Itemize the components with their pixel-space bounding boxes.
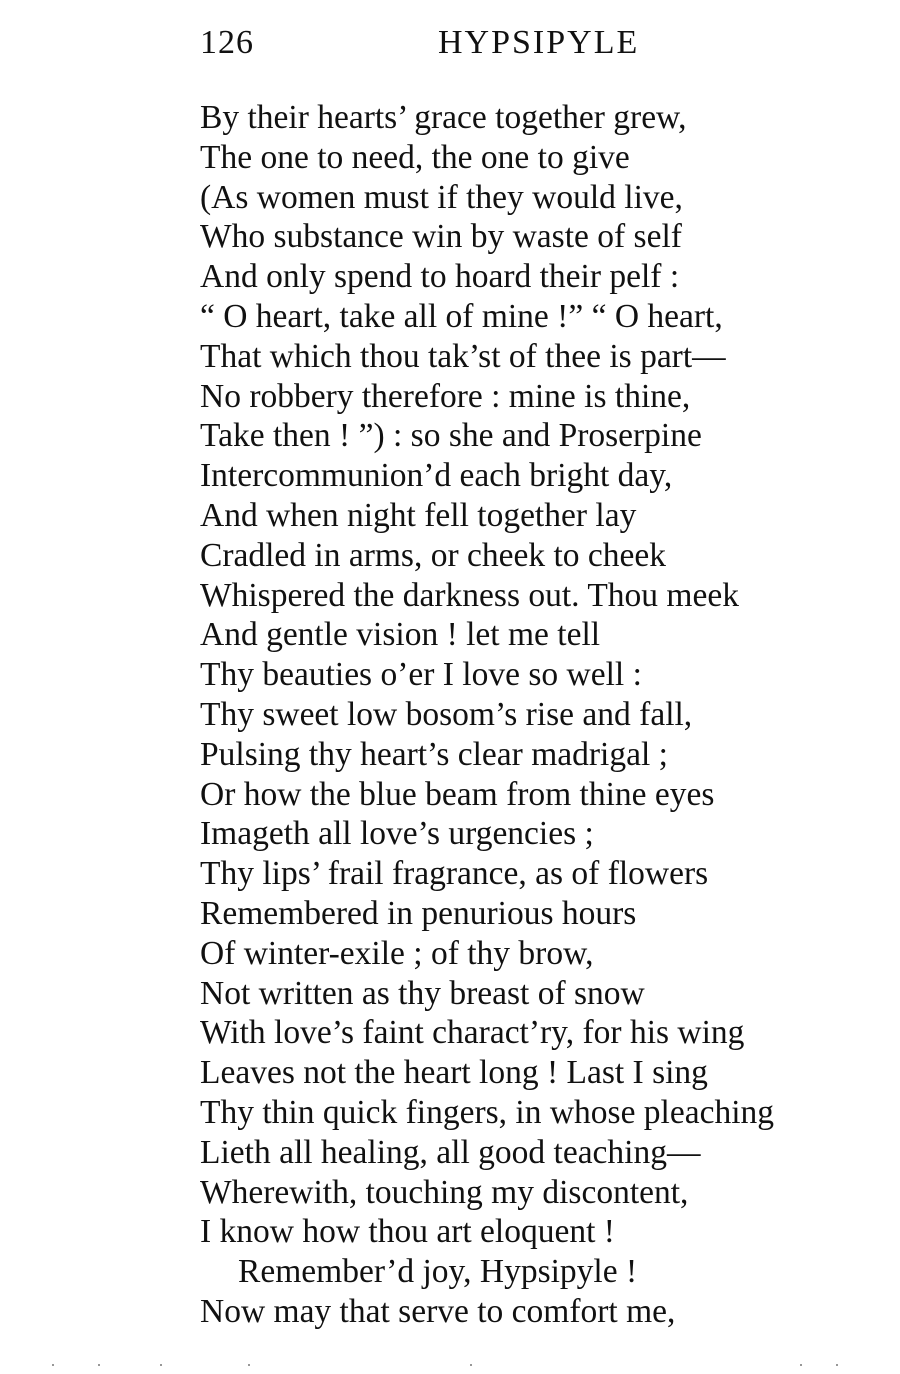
poem-line: Thy thin quick fingers, in whose pleaching (200, 1093, 775, 1131)
poem-line: Leaves not the heart long ! Last I sing (200, 1054, 708, 1092)
scan-speck (160, 1364, 162, 1366)
poem-line: That which thou tak’st of thee is part— (200, 337, 726, 375)
poem-line-indented: Remember’d joy, Hypsipyle ! (238, 1253, 638, 1291)
poem-line: Thy sweet low bosom’s rise and fall, (200, 695, 693, 733)
poem-line: Imageth all love’s urgencies ; (200, 815, 594, 853)
poem-line: The one to need, the one to give (200, 138, 630, 176)
page-number: 126 (200, 24, 254, 61)
poem-line: (As women must if they would live, (200, 178, 683, 216)
poem-line: And when night fell together lay (200, 496, 637, 534)
poem-line: By their hearts’ grace together grew, (200, 99, 687, 136)
running-title: HYPSIPYLE (438, 24, 640, 61)
poem-line: Thy lips’ frail fragrance, as of flowers (200, 855, 709, 893)
poem-line: With love’s faint charact’ry, for his wing (200, 1014, 745, 1052)
poem-line: Or how the blue beam from thine eyes (200, 775, 715, 813)
poem-line: Now may that serve to comfort me, (200, 1292, 676, 1330)
poem-line: I know how thou art eloquent ! (200, 1213, 615, 1251)
scan-speck (470, 1364, 472, 1366)
poem-line: Lieth all healing, all good teaching— (200, 1133, 701, 1171)
poem-line: Cradled in arms, or cheek to cheek (200, 536, 667, 574)
poem-line: Remembered in penurious hours (200, 894, 637, 932)
scan-speck (98, 1364, 100, 1366)
poem-line: And only spend to hoard their pelf : (200, 258, 680, 296)
poem-line: Wherewith, touching my discontent, (200, 1173, 689, 1211)
poem-line: Thy beauties o’er I love so well : (200, 656, 642, 694)
scan-speck (52, 1364, 54, 1366)
scan-speck (800, 1364, 802, 1366)
poem-line: “ O heart, take all of mine !” “ O heart, (200, 297, 723, 335)
scan-specks (0, 1362, 900, 1368)
poem-line: No robbery therefore : mine is thine, (200, 377, 691, 415)
poem-line: Whispered the darkness out. Thou meek (200, 576, 739, 614)
poem-line: Of winter-exile ; of thy brow, (200, 934, 594, 972)
poem-line: Take then ! ”) : so she and Proserpine (200, 417, 702, 455)
poem-line: Intercommunion’d each bright day, (200, 457, 673, 495)
page-header (200, 24, 670, 72)
poem-line: Pulsing thy heart’s clear madrigal ; (200, 735, 668, 773)
poem-line: Who substance win by waste of self (200, 218, 682, 256)
poem-line: And gentle vision ! let me tell (200, 616, 601, 654)
scan-speck (836, 1364, 838, 1366)
poem-text (200, 98, 890, 1332)
scan-speck (248, 1364, 250, 1366)
poem-line: Not written as thy breast of snow (200, 974, 645, 1012)
